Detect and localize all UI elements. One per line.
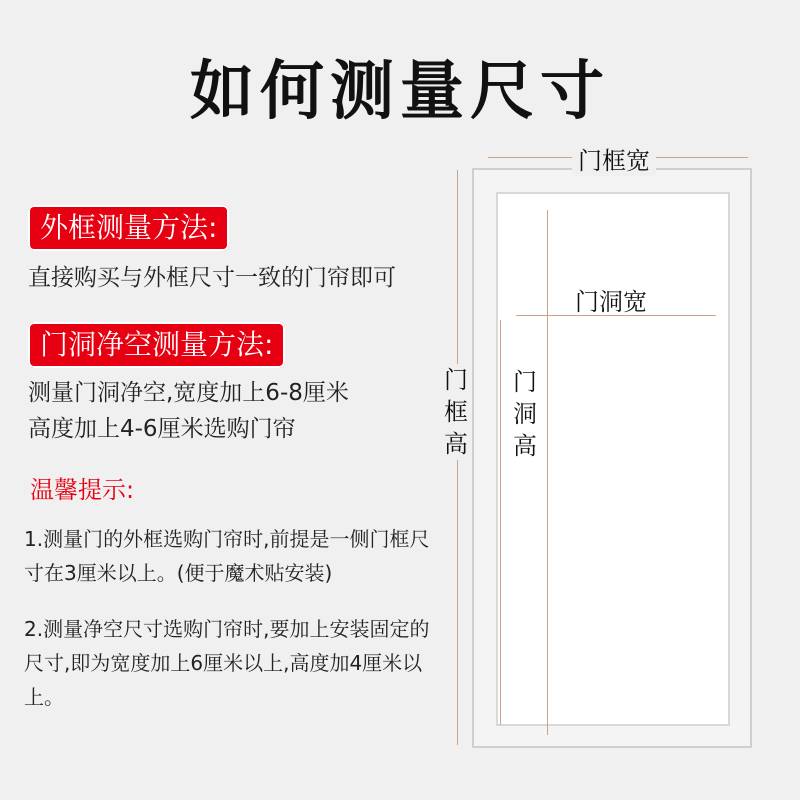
- outer-frame-method-heading: 外框测量方法:: [28, 205, 229, 251]
- tip-note-1: 1.测量门的外框选购门帘时,前提是一侧门框尺寸在3厘米以上。(便于魔术贴安装): [24, 527, 430, 585]
- opening-width-label: 门洞宽: [575, 288, 647, 316]
- opening-height-line: [500, 320, 501, 725]
- tip-note-2: 2.测量净空尺寸选购门帘时,要加上安装固定的尺寸,即为宽度加上6厘米以上,高度加4厘米以上。: [24, 617, 430, 709]
- opening-height-char-2: 洞: [513, 400, 537, 428]
- frame-height-label: [442, 364, 470, 460]
- opening-height-char-1: 门: [513, 368, 537, 396]
- tips-heading: 温馨提示:: [30, 476, 135, 504]
- opening-height-label: [511, 366, 539, 462]
- frame-height-char-2: 框: [444, 398, 468, 426]
- opening-method-line-1: 测量门洞净空,宽度加上6-8厘米: [28, 380, 349, 406]
- outer-frame-method-text: 直接购买与外框尺寸一致的门帘即可: [28, 265, 396, 291]
- frame-height-char-3: 高: [444, 430, 468, 458]
- opening-height-char-3: 高: [513, 432, 537, 460]
- page-title: 如何测量尺寸: [190, 55, 610, 129]
- frame-height-char-1: 门: [444, 366, 468, 394]
- opening-method-line-2: 高度加上4-6厘米选购门帘: [28, 416, 296, 442]
- frame-width-label: 门框宽: [572, 141, 656, 176]
- opening-center-line: [547, 210, 548, 735]
- opening-method-heading: 门洞净空测量方法:: [28, 322, 285, 368]
